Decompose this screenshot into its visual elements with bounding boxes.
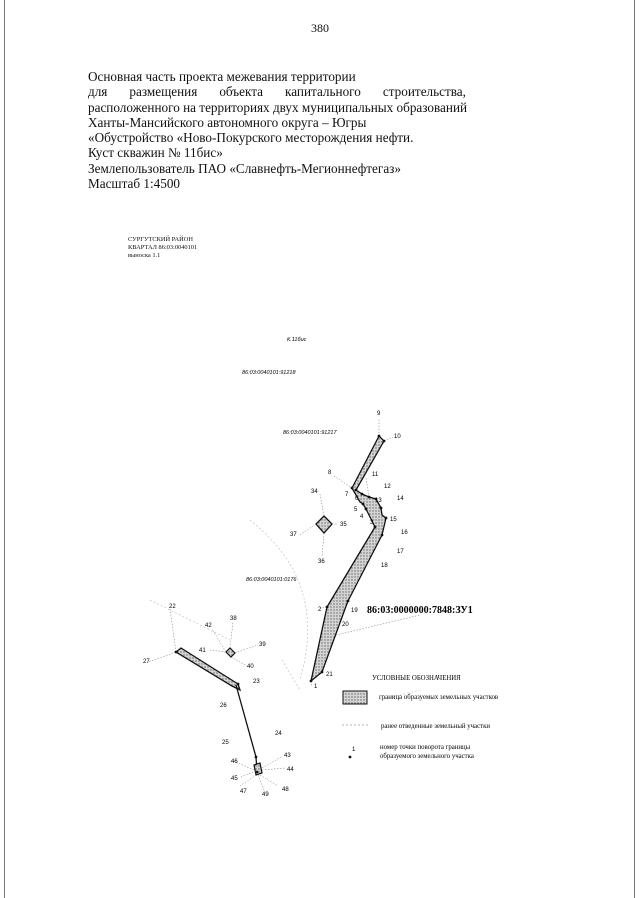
header-line-5: «Обустройство «Ново-Покурского месторождения нефти. — [88, 130, 414, 146]
point-number: 1 — [314, 684, 318, 690]
header-word: капитального — [285, 84, 361, 100]
point-number: 7 — [345, 492, 349, 498]
header-line-7: Землепользователь ПАО «Славнефть-Мегионнефтегаз» — [88, 160, 401, 176]
point-number: 17 — [397, 549, 404, 555]
district-quarter: КВАРТАЛ 86:03:0040101 — [128, 244, 198, 251]
point-number: 26 — [220, 703, 227, 709]
header-line-4: Ханты-Мансийского автономного округа – Югры — [88, 114, 367, 130]
legend — [342, 675, 498, 760]
point-number: 38 — [230, 616, 237, 622]
point-number: 4 — [360, 514, 364, 520]
point-number: 39 — [259, 642, 266, 648]
header-line-1: Основная часть проекта межевания территории — [88, 69, 356, 84]
legend-item-parcel: граница образуемых земельных участков — [379, 694, 499, 701]
point-number: 44 — [287, 767, 294, 773]
point-number: 35 — [340, 522, 347, 528]
point-number: 36 — [318, 559, 325, 565]
point-number: 2 — [318, 607, 322, 613]
cadastral-number-1: 86:03:0040101:91218 — [242, 370, 296, 376]
point-number: 18 — [381, 563, 388, 569]
point-number: 21 — [326, 672, 333, 678]
point-number: 41 — [199, 648, 206, 654]
point-number: 14 — [397, 496, 404, 502]
leader-lines — [148, 418, 420, 790]
point-number: 15 — [390, 517, 397, 523]
cadastral-number-3: 86:03:0040101:0176 — [246, 577, 297, 583]
legend-point-number: 1 — [352, 747, 356, 753]
point-number: 47 — [240, 789, 247, 795]
header-word: строительства, — [382, 84, 466, 100]
small-parcel — [226, 648, 235, 657]
point-number: 3 — [370, 520, 374, 526]
legend-item-existing: ранее отведенные земельный участки — [381, 723, 491, 730]
point-number: 34 — [311, 489, 318, 495]
cadastral-number-main: 86:03:0000000:7848:ЗУ1 — [367, 605, 473, 616]
point-number: 20 — [342, 622, 349, 628]
object-label: К.11бис — [287, 337, 307, 343]
legend-item-point-line1: номер точки поворота границы — [380, 744, 471, 751]
point-number: 46 — [231, 759, 238, 765]
legend-title: УСЛОВНЫЕ ОБОЗНАЧЕНИЯ — [372, 675, 461, 682]
header-line-6: Куст скважин № 11бис» — [88, 145, 223, 161]
point-number: 42 — [205, 623, 212, 629]
point-number: 9 — [377, 411, 381, 417]
point-number: 16 — [401, 530, 408, 536]
point-number: 43 — [284, 753, 291, 759]
west-line — [236, 685, 257, 772]
point-number: 40 — [247, 664, 254, 670]
point-number: 37 — [290, 532, 297, 538]
legend-point-dot — [349, 756, 352, 759]
square-parcel — [316, 516, 332, 533]
point-number: 11 — [372, 472, 379, 478]
header-line-8: Масштаб 1:4500 — [88, 176, 181, 192]
legend-swatch-parcel — [343, 691, 367, 704]
district-name: СУРГУТСКИЙ РАЙОН — [128, 236, 193, 243]
point-number: 19 — [351, 608, 358, 614]
point-number: 12 — [384, 484, 391, 490]
point-number: 25 — [222, 740, 229, 746]
point-number: 10 — [394, 434, 401, 440]
header-word: объекта — [219, 84, 263, 100]
bottom-parcel — [254, 763, 262, 775]
header-word: для — [88, 84, 108, 100]
point-number: 48 — [282, 787, 289, 793]
page-number: 380 — [311, 21, 329, 35]
point-number: 6 — [355, 496, 359, 502]
point-number: 5 — [354, 507, 358, 513]
point-number: 45 — [231, 776, 238, 782]
header-line-3: расположенного на территориях двух муниципальных образований — [88, 99, 468, 115]
point-number: 23 — [253, 679, 260, 685]
point-number: 13 — [375, 498, 382, 504]
district-callout: выноска 1.1 — [128, 252, 161, 259]
point-number: 22 — [169, 604, 176, 610]
point-number: 49 — [262, 792, 269, 798]
point-number: 24 — [275, 731, 282, 737]
legend-item-point-line2: образуемого земельного участка — [380, 753, 474, 760]
cadastral-number-2: 86:03:0040101:91217 — [283, 430, 337, 436]
header-word: размещения — [129, 84, 198, 100]
point-number: 27 — [143, 659, 150, 665]
point-number: 8 — [328, 470, 332, 476]
